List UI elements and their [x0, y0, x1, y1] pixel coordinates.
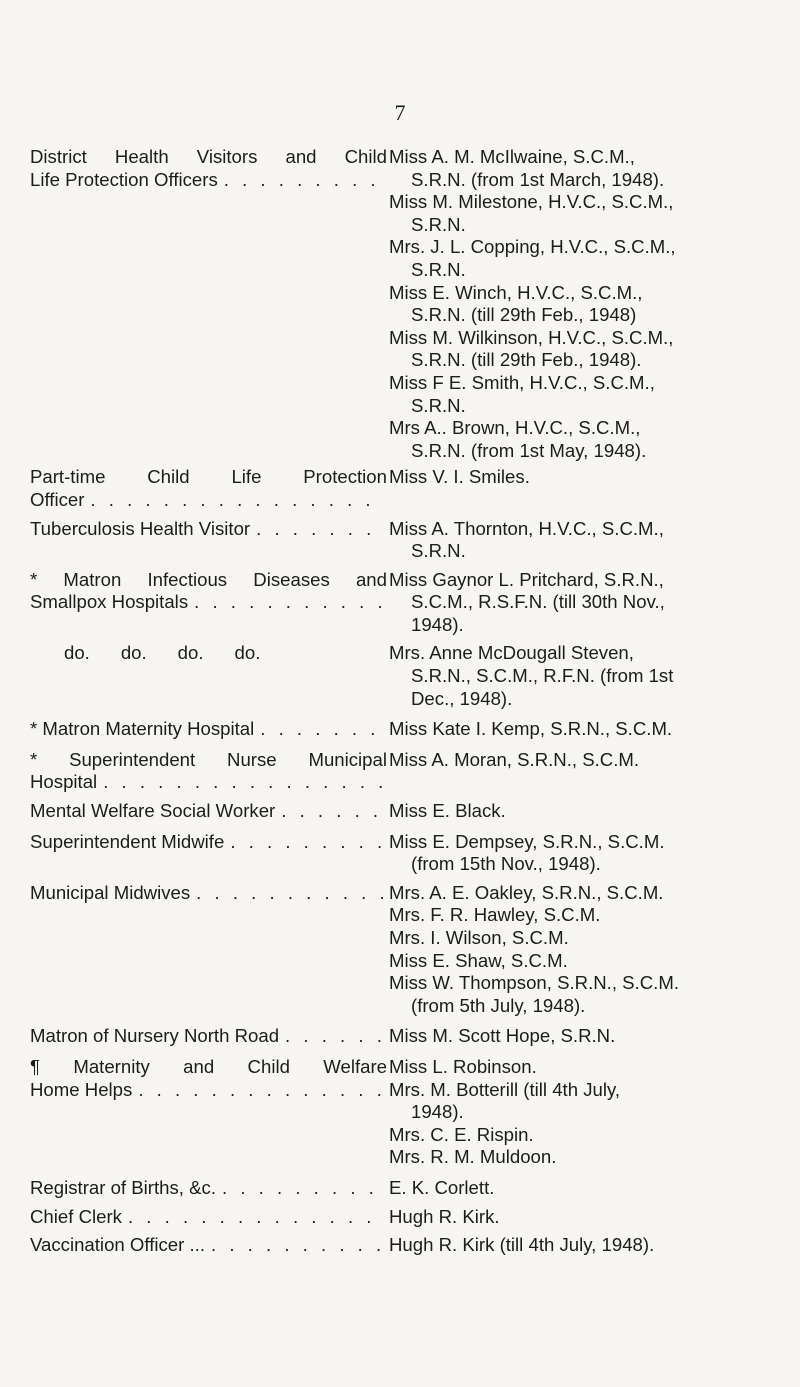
position-title-line: Registrar of Births, &c. — [30, 1176, 216, 1198]
staff-entry — [30, 1206, 775, 1229]
holder-entry — [389, 1177, 775, 1200]
holder-text: S.R.N. — [411, 213, 466, 235]
dot-leader — [211, 1234, 383, 1257]
dot-leader — [285, 1025, 383, 1048]
staff-list — [30, 140, 775, 1257]
holder-text: Dec., 1948). — [411, 687, 513, 709]
position-title-line: Superintendent Midwife — [30, 830, 225, 852]
staff-entry — [30, 800, 775, 823]
holder-entry — [389, 882, 775, 905]
position-title — [30, 831, 387, 854]
holder-text: Miss E. Black. — [389, 800, 506, 822]
holder-list — [387, 518, 775, 563]
staff-entry — [30, 1056, 775, 1169]
holder-entry — [389, 327, 775, 372]
position-title-line: Smallpox Hospitals — [30, 591, 189, 613]
holder-list — [387, 1025, 775, 1048]
holder-text: Miss A. Thornton, H.V.C., S.C.M., — [389, 517, 664, 539]
holder-entry — [389, 718, 775, 741]
position-title-line: Vaccination Officer ... — [30, 1234, 205, 1256]
holder-text: Mrs. Anne McDougall Steven, — [389, 642, 634, 664]
staff-entry — [30, 1025, 775, 1048]
holder-text: S.R.N. (from 1st May, 1948). — [411, 439, 647, 461]
position-title-line: ¶ Maternity and Child Welfare — [30, 1055, 387, 1077]
holder-text: Miss A. Moran, S.R.N., S.C.M. — [389, 748, 640, 770]
holder-text: Miss M. Milestone, H.V.C., S.C.M., — [389, 191, 674, 213]
holder-text: Hugh R. Kirk (till 4th July, 1948). — [389, 1234, 655, 1256]
holder-text: Hugh R. Kirk. — [389, 1205, 500, 1227]
holder-text: S.R.N. (till 29th Feb., 1948). — [411, 349, 642, 371]
holder-list — [387, 1206, 775, 1229]
holder-text: Mrs. F. R. Hawley, S.C.M. — [389, 904, 601, 926]
holder-text: 1948). — [411, 1101, 464, 1123]
staff-entry — [30, 749, 775, 794]
position-title-line: Home Helps — [30, 1078, 133, 1100]
page-number: 7 — [394, 100, 406, 125]
holder-list — [387, 1234, 775, 1257]
holder-entry — [389, 950, 775, 973]
holder-text: S.R.N. — [411, 258, 466, 280]
position-title-line: Officer — [30, 488, 85, 510]
holder-entry — [389, 146, 775, 191]
holder-entry — [389, 749, 775, 772]
holder-text: S.R.N. — [411, 394, 466, 416]
holder-text: (from 5th July, 1948). — [411, 994, 586, 1016]
dot-leader — [230, 831, 383, 854]
holder-list — [387, 1056, 775, 1169]
position-title-line: * Matron Maternity Hospital — [30, 718, 255, 740]
position-title — [30, 718, 387, 741]
dot-leader — [138, 1079, 383, 1102]
position-title-line: Hospital — [30, 771, 98, 793]
holder-text: Miss Gaynor L. Pritchard, S.R.N., — [389, 568, 664, 590]
holder-list — [387, 466, 775, 489]
holder-text: Mrs. R. M. Muldoon. — [389, 1146, 557, 1168]
holder-text: S.C.M., R.S.F.N. (till 30th Nov., — [411, 591, 665, 613]
dot-leader — [222, 1177, 383, 1200]
position-title — [30, 1234, 387, 1257]
holder-entry — [389, 1079, 775, 1124]
position-title-line: Chief Clerk — [30, 1205, 122, 1227]
holder-entry — [389, 518, 775, 563]
position-title — [30, 1206, 387, 1229]
position-title — [30, 882, 387, 905]
position-title — [30, 1056, 387, 1101]
holder-entry — [389, 466, 775, 489]
staff-entry — [30, 1177, 775, 1200]
holder-text: E. K. Corlett. — [389, 1176, 495, 1198]
staff-entry — [30, 146, 775, 462]
staff-entry — [30, 882, 775, 1018]
position-title-line: Mental Welfare Social Worker — [30, 800, 276, 822]
holder-text: Miss W. Thompson, S.R.N., S.C.M. — [389, 972, 679, 994]
holder-entry — [389, 1056, 775, 1079]
holder-text: S.R.N., S.C.M., R.F.N. (from 1st — [411, 665, 674, 687]
dot-leader — [196, 882, 383, 905]
dot-leader — [224, 169, 383, 192]
holder-entry — [389, 236, 775, 281]
holder-text: Miss M. Scott Hope, S.R.N. — [389, 1025, 616, 1047]
dot-leader — [90, 489, 383, 512]
holder-list — [387, 749, 775, 772]
dot-leader — [128, 1206, 383, 1229]
position-title — [30, 642, 387, 665]
staff-entry — [30, 831, 775, 876]
holder-text: Mrs. C. E. Rispin. — [389, 1123, 534, 1145]
holder-list — [387, 569, 775, 637]
dot-leader — [194, 591, 383, 614]
holder-entry — [389, 282, 775, 327]
staff-entry — [30, 718, 775, 741]
holder-list — [387, 1177, 775, 1200]
staff-entry — [30, 569, 775, 637]
holder-list — [387, 642, 775, 710]
position-title — [30, 146, 387, 191]
position-title-line: Life Protection Officers — [30, 168, 218, 190]
holder-entry — [389, 569, 775, 637]
position-title — [30, 569, 387, 614]
holder-list — [387, 831, 775, 876]
holder-list — [387, 146, 775, 462]
position-title — [30, 749, 387, 794]
holder-entry — [389, 372, 775, 417]
position-title-line: Part-time Child Life Protection — [30, 466, 387, 488]
dot-leader — [260, 718, 383, 741]
holder-text: Miss M. Wilkinson, H.V.C., S.C.M., — [389, 326, 674, 348]
holder-list — [387, 882, 775, 1018]
holder-entry — [389, 972, 775, 1017]
holder-entry — [389, 927, 775, 950]
holder-entry — [389, 800, 775, 823]
position-title-line: do. do. do. do. — [64, 642, 261, 664]
holder-entry — [389, 417, 775, 462]
position-title-line: Tuberculosis Health Visitor — [30, 517, 251, 539]
holder-list — [387, 718, 775, 741]
holder-text: (from 15th Nov., 1948). — [411, 853, 601, 875]
holder-entry — [389, 1025, 775, 1048]
position-title — [30, 800, 387, 823]
holder-text: Miss E. Winch, H.V.C., S.C.M., — [389, 281, 643, 303]
holder-entry — [389, 1206, 775, 1229]
holder-entry — [389, 831, 775, 876]
holder-text: Miss L. Robinson. — [389, 1055, 537, 1077]
position-title-line: Municipal Midwives — [30, 881, 191, 903]
position-title — [30, 518, 387, 541]
staff-entry — [30, 518, 775, 563]
holder-entry — [389, 191, 775, 236]
holder-text: S.R.N. (from 1st March, 1948). — [411, 168, 665, 190]
holder-entry — [389, 642, 775, 710]
holder-text: Mrs A.. Brown, H.V.C., S.C.M., — [389, 417, 641, 439]
staff-entry — [30, 642, 775, 710]
holder-text: Miss A. M. McIlwaine, S.C.M., — [389, 146, 635, 167]
holder-entry — [389, 904, 775, 927]
position-title-line: * Matron Infectious Diseases and — [30, 568, 387, 590]
position-title-line: District Health Visitors and Child — [30, 146, 387, 167]
dot-leader — [256, 518, 383, 541]
holder-entry — [389, 1234, 775, 1257]
holder-text: Miss V. I. Smiles. — [389, 466, 530, 488]
holder-text: Mrs. J. L. Copping, H.V.C., S.C.M., — [389, 236, 676, 258]
dot-leader — [281, 800, 383, 823]
holder-text: Miss F E. Smith, H.V.C., S.C.M., — [389, 371, 655, 393]
holder-text: Mrs. A. E. Oakley, S.R.N., S.C.M. — [389, 881, 664, 903]
position-title — [30, 1025, 387, 1048]
holder-text: Miss Kate I. Kemp, S.R.N., S.C.M. — [389, 718, 673, 740]
holder-text: S.R.N. (till 29th Feb., 1948) — [411, 304, 637, 326]
holder-text: Miss E. Shaw, S.C.M. — [389, 949, 568, 971]
dot-leader — [103, 771, 383, 794]
staff-entry — [30, 1234, 775, 1257]
position-title — [30, 466, 387, 511]
holder-text: S.R.N. — [411, 540, 466, 562]
holder-text: 1948). — [411, 613, 464, 635]
holder-text: Mrs. I. Wilson, S.C.M. — [389, 927, 569, 948]
position-title-line: Matron of Nursery North Road — [30, 1025, 280, 1047]
holder-entry — [389, 1124, 775, 1147]
holder-entry — [389, 1146, 775, 1169]
holder-list — [387, 800, 775, 823]
staff-entry — [30, 466, 775, 511]
position-title — [30, 1177, 387, 1200]
holder-text: Miss E. Dempsey, S.R.N., S.C.M. — [389, 830, 665, 852]
position-title-line: * Superintendent Nurse Municipal — [30, 748, 387, 770]
holder-text: Mrs. M. Botterill (till 4th July, — [389, 1078, 621, 1100]
